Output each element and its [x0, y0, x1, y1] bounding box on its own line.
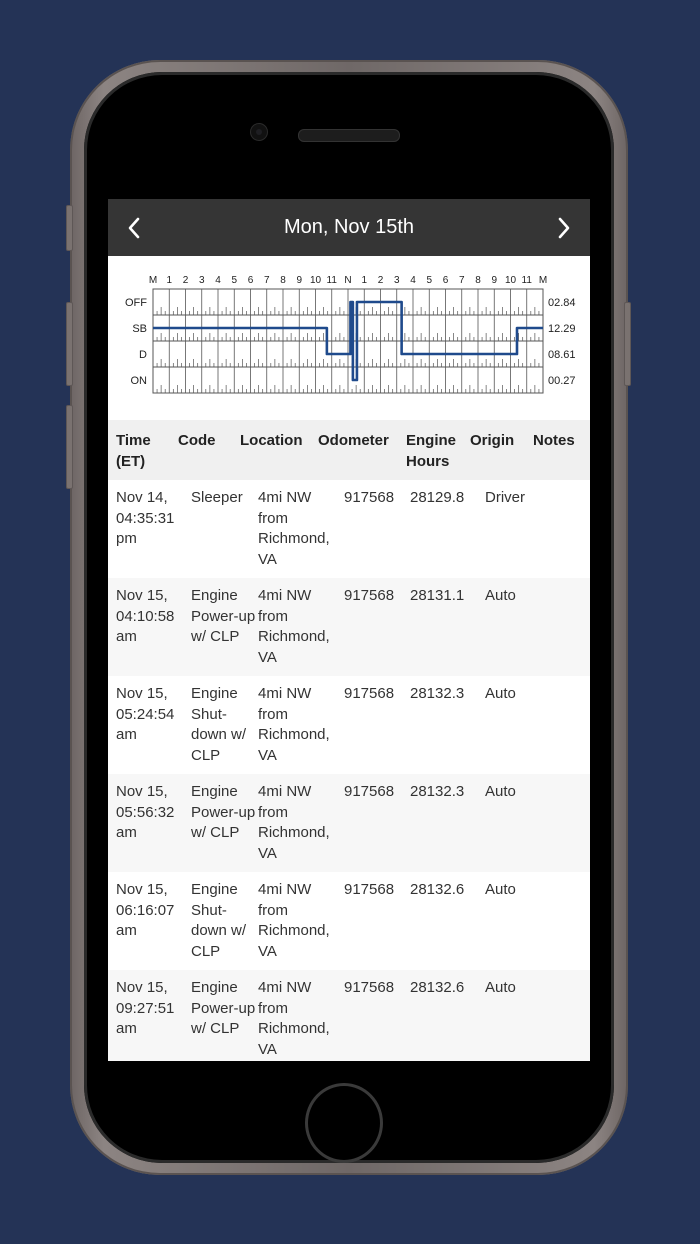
status-row-total: 08.61	[548, 349, 576, 361]
hour-tick-label: 6	[442, 275, 449, 286]
cell-code: Engine Power-up w/ CLP	[191, 979, 256, 1037]
hour-tick-label: 7	[263, 275, 270, 286]
table-row[interactable]	[108, 872, 590, 970]
cell-notes	[540, 880, 590, 962]
table-row[interactable]	[108, 676, 590, 774]
hos-log-graph	[108, 256, 590, 420]
prev-day-button[interactable]	[122, 213, 146, 243]
hour-tick-label: 11	[326, 275, 337, 286]
hour-tick-label: 8	[475, 275, 481, 286]
cell-time: Nov 15, 05:56:32 am	[116, 783, 175, 841]
table-row[interactable]	[108, 578, 590, 676]
cell-notes	[540, 978, 590, 1060]
page-title: Mon, Nov 15th	[283, 216, 415, 238]
cell-odometer: 917568	[344, 685, 395, 702]
cell-origin: Auto	[485, 979, 516, 996]
table-row[interactable]	[108, 774, 590, 872]
cell-odometer: 917568	[344, 587, 395, 604]
cell-code: Engine Power-up w/ CLP	[191, 587, 256, 645]
cell-odometer: 917568	[344, 783, 395, 800]
header-code: Code	[178, 432, 216, 449]
cell-origin: Auto	[485, 783, 516, 800]
volume-up-button	[66, 302, 73, 386]
chevron-right-icon	[557, 217, 571, 239]
cell-odometer: 917568	[344, 881, 395, 898]
cell-odometer: 917568	[344, 979, 395, 996]
cell-origin: Driver	[485, 489, 525, 506]
header-origin: Origin	[470, 432, 515, 449]
hour-tick-label: 4	[215, 275, 221, 286]
hour-tick-label: 1	[166, 275, 173, 286]
header-notes: Notes	[533, 432, 575, 449]
hour-tick-label: 3	[393, 275, 400, 286]
volume-down-button	[66, 405, 73, 489]
cell-location: 4mi NW from Richmond, VA	[258, 979, 330, 1058]
cell-engine-hours: 28131.1	[410, 587, 465, 604]
hour-tick-label: 6	[247, 275, 254, 286]
status-row-total: 12.29	[548, 323, 576, 335]
cell-engine-hours: 28132.6	[410, 881, 465, 898]
status-row-label: OFF	[125, 297, 147, 309]
cell-location: 4mi NW from Richmond, VA	[258, 587, 330, 666]
status-row-total: 00.27	[548, 375, 576, 387]
hour-tick-label: 10	[504, 275, 517, 286]
table-row[interactable]	[108, 970, 590, 1061]
cell-code: Sleeper	[191, 489, 243, 506]
hour-tick-label: 1	[361, 275, 368, 286]
status-row-label: D	[139, 349, 147, 361]
cell-location: 4mi NW from Richmond, VA	[258, 783, 330, 862]
home-button[interactable]	[305, 1083, 383, 1163]
cell-odometer: 917568	[344, 489, 395, 506]
table-row[interactable]	[108, 480, 590, 578]
cell-location: 4mi NW from Richmond, VA	[258, 685, 330, 764]
cell-origin: Auto	[485, 587, 516, 604]
hour-tick-label: 4	[410, 275, 416, 286]
hour-tick-label: M	[538, 275, 548, 286]
hour-tick-label: M	[148, 275, 158, 286]
cell-location: 4mi NW from Richmond, VA	[258, 881, 330, 960]
cell-engine-hours: 28132.3	[410, 783, 465, 800]
cell-code: Engine Power-up w/ CLP	[191, 783, 256, 841]
cell-location: 4mi NW from Richmond, VA	[258, 489, 330, 568]
cell-notes	[540, 488, 590, 570]
hour-tick-label: 7	[458, 275, 465, 286]
cell-engine-hours: 28132.3	[410, 685, 465, 702]
nav-bar	[108, 199, 590, 256]
hos-chart-svg	[108, 256, 590, 420]
cell-engine-hours: 28129.8	[410, 489, 465, 506]
power-button	[624, 302, 631, 386]
status-row-label: SB	[132, 323, 147, 335]
cell-time: Nov 15, 09:27:51 am	[116, 979, 175, 1037]
hour-tick-label: 10	[309, 275, 322, 286]
status-row-total: 02.84	[548, 297, 576, 309]
cell-time: Nov 15, 05:24:54 am	[116, 685, 175, 743]
front-camera-icon	[250, 123, 268, 141]
app-screen	[108, 199, 590, 1061]
table-header	[108, 420, 590, 480]
hour-tick-label: 3	[198, 275, 205, 286]
hour-tick-label: 2	[377, 275, 384, 286]
hour-tick-label: 2	[182, 275, 189, 286]
hour-tick-label: 5	[426, 275, 433, 286]
chevron-left-icon	[127, 217, 141, 239]
cell-notes	[540, 586, 590, 668]
cell-time: Nov 14, 04:35:31 pm	[116, 489, 175, 547]
hour-tick-label: 5	[231, 275, 238, 286]
cell-time: Nov 15, 06:16:07 am	[116, 881, 175, 939]
hour-tick-label: 8	[280, 275, 286, 286]
header-time: Time (ET)	[116, 432, 151, 470]
cell-code: Engine Shut-down w/ CLP	[191, 685, 247, 764]
cell-origin: Auto	[485, 881, 516, 898]
earpiece-speaker	[298, 129, 400, 142]
header-location: Location	[240, 432, 303, 449]
hour-tick-label: 9	[296, 275, 303, 286]
hour-tick-label: 11	[521, 275, 532, 286]
header-engine-hours: Engine Hours	[406, 432, 457, 470]
cell-time: Nov 15, 04:10:58 am	[116, 587, 175, 645]
cell-engine-hours: 28132.6	[410, 979, 465, 996]
header-odometer: Odometer	[318, 432, 389, 449]
cell-notes	[540, 782, 590, 864]
cell-notes	[540, 684, 590, 766]
next-day-button[interactable]	[552, 213, 576, 243]
mute-switch	[66, 205, 73, 251]
hour-tick-label: N	[344, 275, 352, 286]
cell-origin: Auto	[485, 685, 516, 702]
cell-code: Engine Shut-down w/ CLP	[191, 881, 247, 960]
status-row-label: ON	[130, 375, 147, 387]
hour-tick-label: 9	[491, 275, 498, 286]
log-table-body	[108, 480, 590, 1061]
